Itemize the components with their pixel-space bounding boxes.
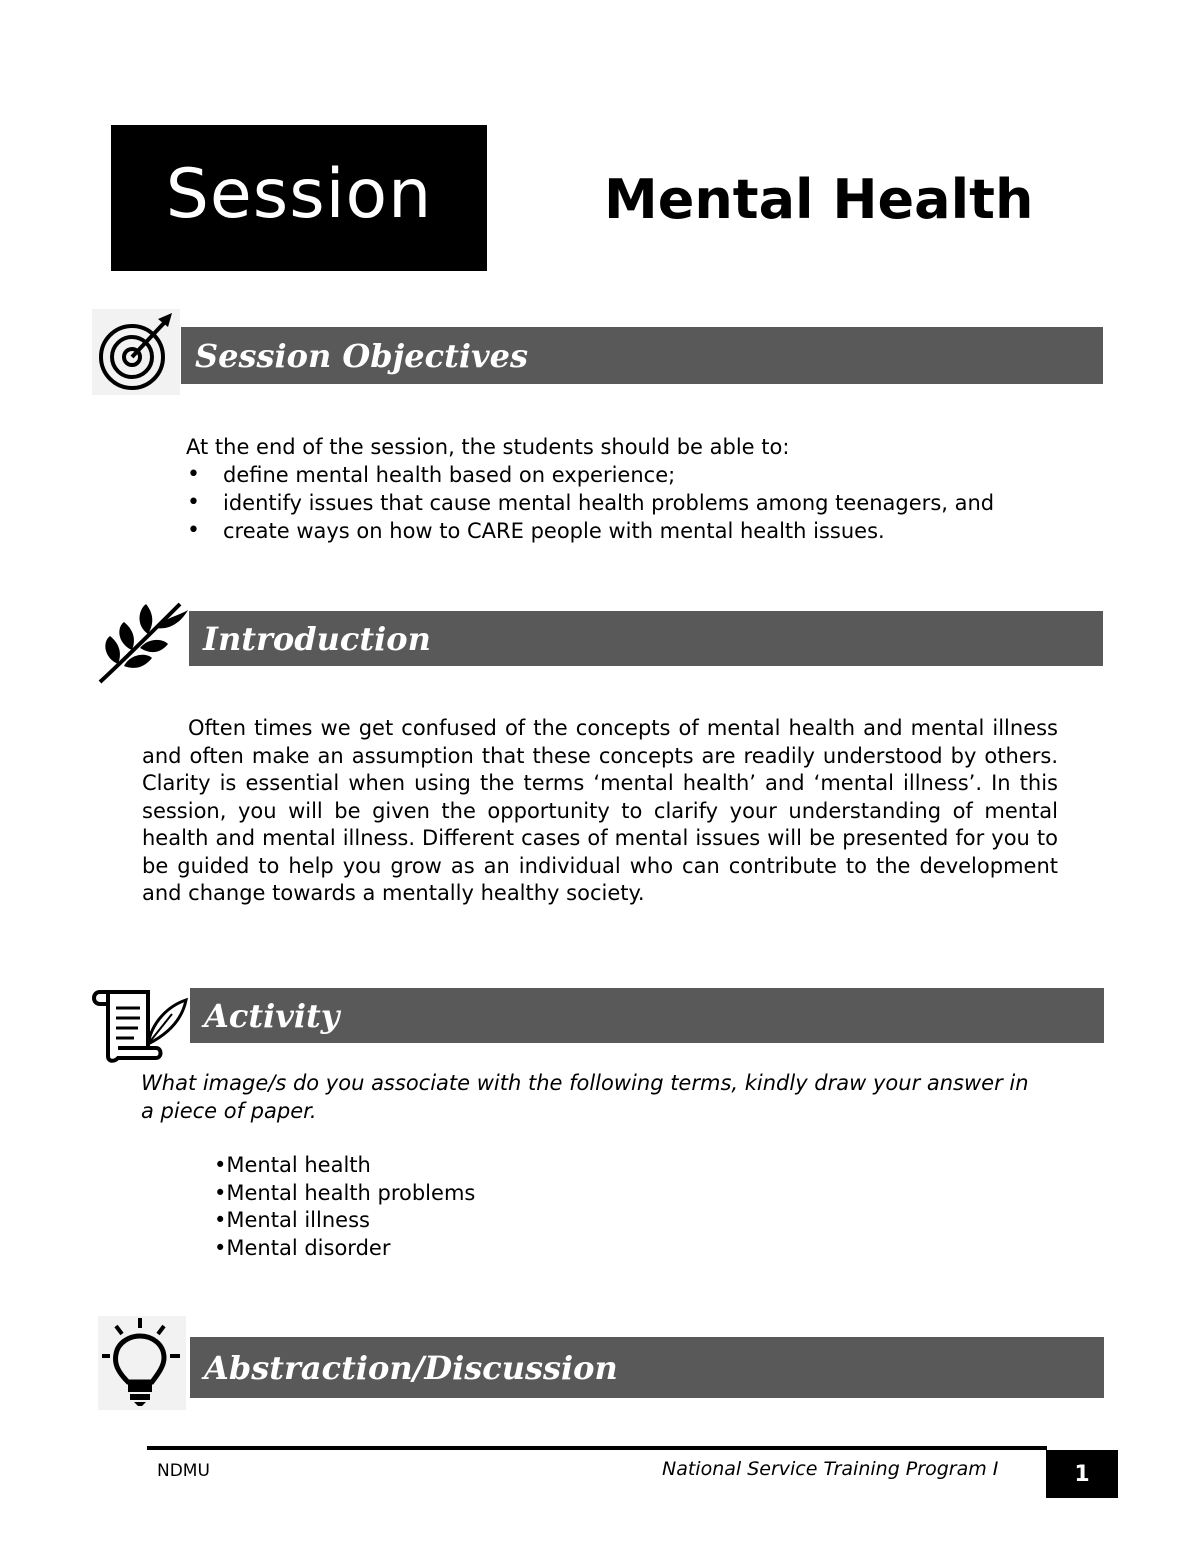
activity-prompt: What image/s do you associate with the following terms, kindly draw your answer in a piece of paper. — [141, 1071, 1029, 1123]
footer-program: National Service Training Program I — [662, 1458, 999, 1480]
activity-banner — [190, 988, 1104, 1043]
page-title: Mental Health — [604, 168, 1034, 231]
objectives-banner — [181, 327, 1103, 384]
objectives-lead: At the end of the session, the students should be able to: — [186, 435, 790, 459]
introduction-banner — [189, 611, 1103, 666]
footer-institution: NDMU — [157, 1461, 210, 1481]
list-item: • identify issues that cause mental health problems among teenagers, and — [223, 489, 1056, 517]
abstraction-heading: Abstraction/Discussion — [204, 1348, 618, 1387]
objectives-list — [186, 461, 1056, 545]
abstraction-banner — [190, 1337, 1104, 1398]
list-item: • define mental health based on experience; — [223, 461, 1056, 489]
list-item: • Mental health problems — [214, 1180, 475, 1208]
footer-divider — [147, 1446, 1047, 1450]
activity-heading: Activity — [204, 996, 340, 1035]
list-item: • Mental disorder — [214, 1235, 475, 1263]
list-item: • Mental health — [214, 1152, 475, 1180]
activity-list — [214, 1152, 475, 1262]
list-item: • Mental illness — [214, 1207, 475, 1235]
scroll-quill-icon — [90, 986, 188, 1064]
list-item: • create ways on how to CARE people with mental health issues. — [223, 517, 1056, 545]
session-label: Session — [165, 154, 433, 234]
lightbulb-icon — [98, 1316, 186, 1410]
session-label-box — [111, 125, 487, 271]
target-icon — [92, 309, 180, 395]
objectives-heading: Session Objectives — [195, 336, 528, 375]
objectives-block — [186, 433, 1056, 545]
leaf-branch-icon — [96, 592, 192, 686]
introduction-heading: Introduction — [203, 619, 431, 658]
introduction-paragraph: Often times we get confused of the concepts of mental health and mental illness and often make an assumption that these concepts are readily understood by others. Clarity is essential when using the terms ‘mental health’ and ‘mental illness’. In this session, you will be given the opportunity to clarify your understanding of mental health and mental illness. Different cases of mental issues will be presented for you to be guided to help you grow as an individual who can contribute to the development and change towards a mentally healthy society. — [142, 716, 1058, 905]
page-number: 1 — [1046, 1450, 1118, 1498]
